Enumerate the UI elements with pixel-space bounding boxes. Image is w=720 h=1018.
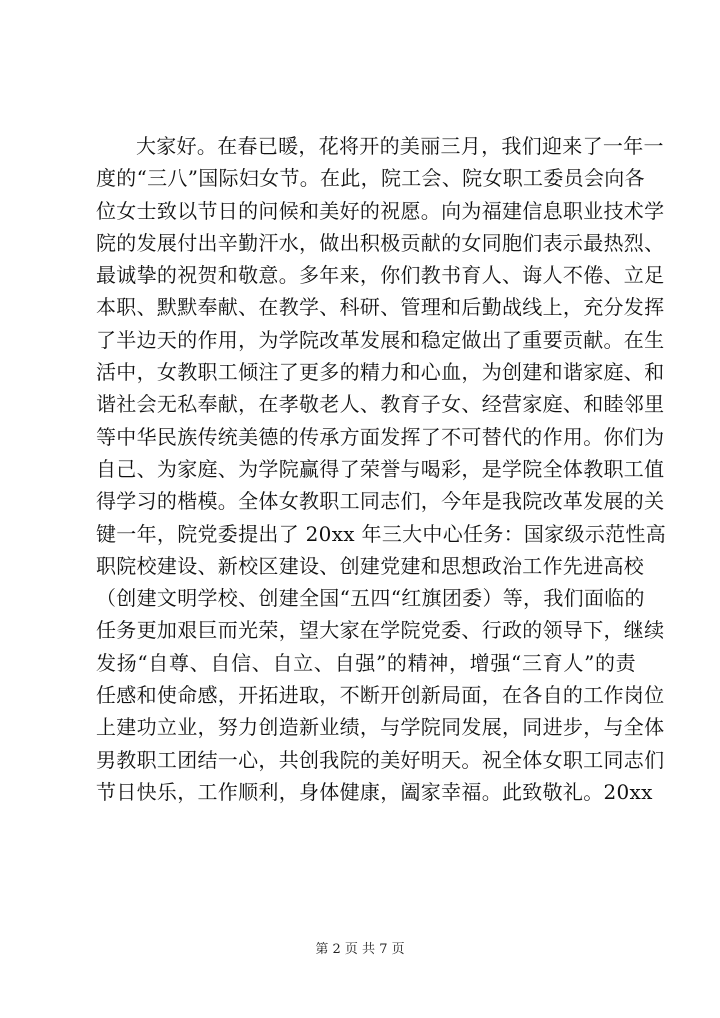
text-line-11: 自己、为家庭、为学院赢得了荣誉与喝彩，是学院全体教职工值 <box>96 456 665 481</box>
text-line-13: 键一年，院党委提出了 20xx 年三大中心任务：国家级示范性高 <box>96 521 667 546</box>
text-line-6: 本职、默默奉献、在教学、科研、管理和后勤战线上，充分发挥 <box>96 295 665 320</box>
text-line-1: 大家好。在春已暖，花将开的美丽三月，我们迎来了一年一 <box>136 134 664 158</box>
body-paragraph <box>96 130 667 808</box>
text-line-18: 任感和使命感，开拓进取，不断开创新局面，在各自的工作岗位 <box>96 683 665 708</box>
text-line-10: 等中华民族传统美德的传承方面发挥了不可替代的作用。你们为 <box>96 424 665 449</box>
text-line-14: 职院校建设、新校区建设、创建党建和思想政治工作先进高校 <box>96 553 645 578</box>
text-line-15: （创建文明学校、创建全国“五四“红旗团委）等，我们面临的 <box>96 586 645 611</box>
text-line-3: 位女士致以节日的问候和美好的祝愿。向为福建信息职业技术学 <box>96 198 665 223</box>
text-line-5: 最诚挚的祝贺和敬意。多年来，你们教书育人、诲人不倦、立足 <box>96 263 665 288</box>
page-number-footer: 第 2 页 共 7 页 <box>315 942 405 957</box>
text-line-17: 发扬“自尊、自信、自立、自强”的精神，增强“三育人”的责 <box>96 650 636 675</box>
text-line-4: 院的发展付出辛勤汗水，做出积极贡献的女同胞们表示最热烈、 <box>96 230 665 255</box>
text-line-16: 任务更加艰巨而光荣，望大家在学院党委、行政的领导下，继续 <box>96 618 665 643</box>
text-line-9: 谐社会无私奉献，在孝敬老人、教育子女、经营家庭、和睦邻里 <box>96 392 665 417</box>
text-line-12: 得学习的楷模。全体女教职工同志们，今年是我院改革发展的关 <box>96 489 665 514</box>
text-line-21: 节日快乐，工作顺利，身体健康，阖家幸福。此致敬礼。20xx <box>96 779 653 804</box>
text-line-8: 活中，女教职工倾注了更多的精力和心血，为创建和谐家庭、和 <box>96 360 665 385</box>
text-line-2: 度的“三八”国际妇女节。在此，院工会、院女职工委员会向各 <box>96 166 645 191</box>
text-line-19: 上建功立业，努力创造新业绩，与学院同发展，同进步，与全体 <box>96 715 665 740</box>
text-line-7: 了半边天的作用，为学院改革发展和稳定做出了重要贡献。在生 <box>96 327 665 352</box>
text-line-20: 男教职工团结一心，共创我院的美好明天。祝全体女职工同志们 <box>96 747 665 772</box>
